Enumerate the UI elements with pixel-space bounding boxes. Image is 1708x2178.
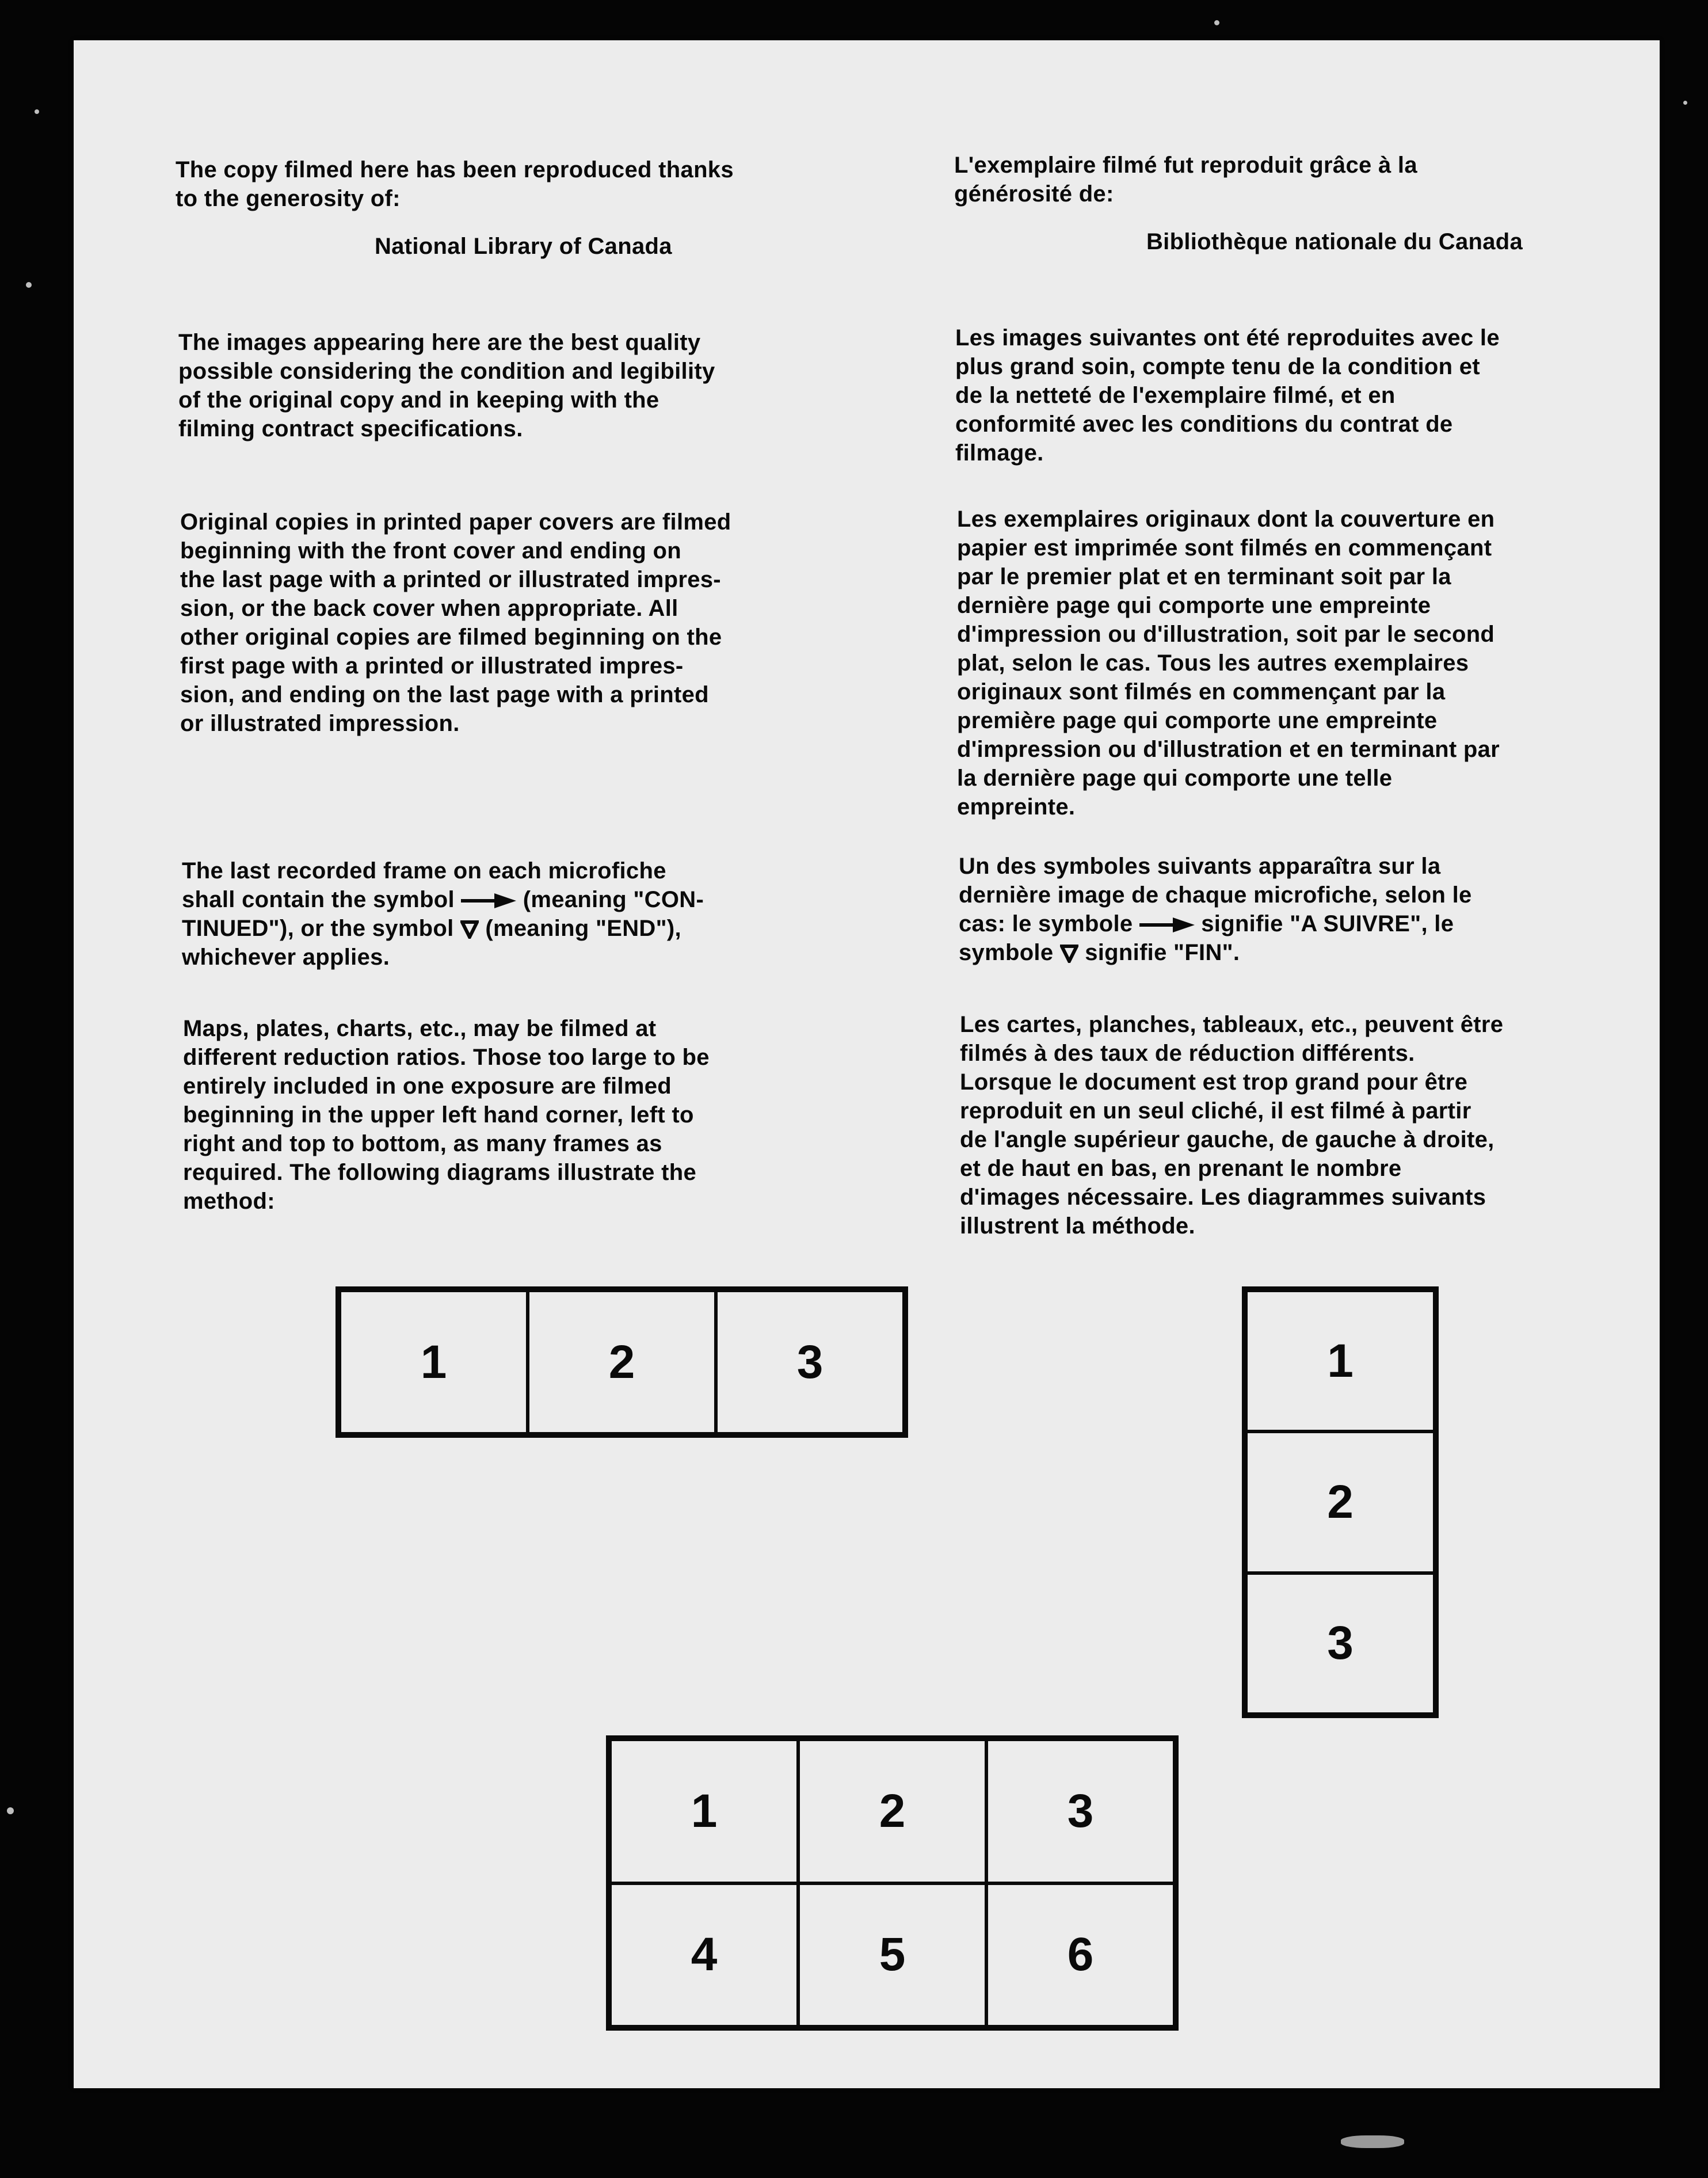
microfiche-target-sheet [74,40,1660,2088]
english-covers-line: first page with a printed or illustrated impres- [180,653,684,679]
english-maps-line: method: [183,1189,275,1214]
french-maps-line: d'images nécessaire. Les diagrammes suivants [960,1185,1486,1210]
diagram-horizontal-frames [336,1286,908,1438]
french-maps-line: et de haut en bas, en prenant le nombre [960,1156,1402,1181]
right-arrow-icon [461,892,516,909]
frame-cell: 5 [798,1883,986,2027]
french-maps-paragraph [960,1010,1503,1240]
english-symbols-text: TINUED"), or the symbol [182,916,460,941]
french-quality-line: filmage. [955,440,1044,466]
english-maps-line: required. The following diagrams illustrate the [183,1160,697,1185]
english-covers-line: beginning with the front cover and ending on [180,538,681,563]
french-maps-line: illustrent la méthode. [960,1213,1195,1239]
english-maps-line: right and top to bottom, as many frames as [183,1131,662,1156]
english-quality-paragraph [178,328,715,443]
french-covers-line: par le premier plat et en terminant soit par la [957,564,1451,589]
english-thanks-line: The copy filmed here has been reproduced thanks [176,157,734,182]
french-quality-line: conformité avec les conditions du contrat de [955,412,1453,437]
french-covers-line: première page qui comporte une empreinte [957,708,1438,733]
french-symbols-line [959,938,1472,967]
english-thanks-line: to the generosity of: [176,186,401,211]
english-quality-line: The images appearing here are the best quality [178,330,701,355]
english-symbols-line: whichever applies. [182,945,390,970]
english-covers-paragraph [180,508,731,738]
english-covers-line: sion, and ending on the last page with a printed [180,682,709,707]
french-maps-line: Les cartes, planches, tableaux, etc., peuvent être [960,1012,1504,1037]
french-maps-line: filmés à des taux de réduction différents. [960,1041,1415,1066]
frame-cell: 2 [798,1739,986,1883]
english-covers-line: other original copies are filmed beginning on the [180,625,722,650]
french-symbols-line [959,909,1472,938]
english-quality-line: possible considering the condition and legibility [178,359,715,384]
english-maps-line: entirely included in one exposure are filmed [183,1073,672,1099]
diagram-vertical-frames [1242,1286,1439,1718]
english-maps-paragraph [183,1014,710,1216]
right-arrow-icon [1139,916,1195,934]
french-covers-paragraph [957,505,1500,821]
film-speck [35,109,39,114]
diagram-grid-frames [606,1735,1179,2031]
frame-cell: 6 [986,1883,1175,2027]
french-symbols-text: symbole [959,940,1060,965]
english-quality-line: of the original copy and in keeping with the [178,387,659,413]
french-covers-line: plat, selon le cas. Tous les autres exemplaires [957,650,1469,676]
french-quality-line: Les images suivantes ont été reproduites avec le [955,325,1500,351]
frame-cell: 4 [610,1883,798,2027]
french-symbols-text: signifie "A SUIVRE", le [1194,911,1454,936]
english-thanks [176,155,734,213]
english-institution-name: National Library of Canada [375,234,672,259]
frame-cell: 3 [716,1290,904,1434]
film-speck [1341,2135,1404,2148]
frame-cell: 1 [610,1739,798,1883]
english-maps-line: beginning in the upper left hand corner, left to [183,1102,694,1128]
english-maps-line: Maps, plates, charts, etc., may be filmed at [183,1016,657,1041]
french-symbols-text: signifie "FIN". [1078,940,1240,965]
french-institution-name: Bibliothèque nationale du Canada [1146,229,1523,254]
frame-cell: 2 [1246,1431,1435,1572]
film-speck [7,1807,14,1814]
english-symbols-text: (meaning "CON- [516,887,704,912]
english-symbols-line: The last recorded frame on each microfiche [182,858,666,884]
french-covers-line: la dernière page qui comporte une telle [957,766,1393,791]
french-symbols-paragraph [959,852,1472,967]
french-quality-line: plus grand soin, compte tenu de la condition et [955,354,1480,379]
french-institution [1146,227,1523,256]
film-speck [1214,20,1219,25]
french-maps-line: Lorsque le document est trop grand pour être [960,1069,1468,1095]
english-symbols-paragraph [182,856,704,972]
french-maps-line: de l'angle supérieur gauche, de gauche à droite, [960,1127,1494,1152]
english-covers-line: sion, or the back cover when appropriate. All [180,596,678,621]
english-covers-line: Original copies in printed paper covers are filmed [180,509,731,535]
frame-cell: 2 [528,1290,716,1434]
french-thanks [954,151,1417,208]
down-triangle-icon [460,920,479,939]
down-triangle-icon [1060,945,1078,963]
french-symbols-line: dernière image de chaque microfiche, selon le [959,882,1472,908]
french-symbols-line: Un des symboles suivants apparaîtra sur la [959,854,1441,879]
english-covers-line: the last page with a printed or illustrated impres- [180,567,721,592]
frame-cell: 1 [1246,1290,1435,1431]
frame-cell: 1 [340,1290,528,1434]
french-quality-line: de la netteté de l'exemplaire filmé, et en [955,383,1396,408]
english-covers-line: or illustrated impression. [180,711,460,736]
french-thanks-line: générosité de: [954,181,1114,207]
frame-cell: 3 [1246,1573,1435,1714]
english-quality-line: filming contract specifications. [178,416,523,441]
french-covers-line: dernière page qui comporte une empreinte [957,593,1431,618]
french-covers-line: d'impression ou d'illustration, soit par le second [957,622,1495,647]
french-symbols-text: cas: le symbole [959,911,1139,936]
english-symbols-line [182,885,704,914]
french-covers-line: empreinte. [957,794,1076,820]
french-quality-paragraph [955,323,1500,467]
french-covers-line: papier est imprimée sont filmés en commençant [957,535,1492,561]
english-institution [375,232,672,261]
english-symbols-text: shall contain the symbol [182,887,462,912]
french-covers-line: d'impression ou d'illustration et en terminant par [957,737,1500,762]
french-covers-line: originaux sont filmés en commençant par la [957,679,1446,705]
frame-cell: 3 [986,1739,1175,1883]
english-symbols-text: (meaning "END"), [478,916,681,941]
film-speck [1683,101,1687,105]
french-covers-line: Les exemplaires originaux dont la couverture en [957,507,1495,532]
film-speck [26,282,32,288]
french-maps-line: reproduit en un seul cliché, il est filmé à partir [960,1098,1471,1124]
french-thanks-line: L'exemplaire filmé fut reproduit grâce à la [954,153,1417,178]
english-symbols-line [182,914,704,943]
english-maps-line: different reduction ratios. Those too large to be [183,1045,710,1070]
